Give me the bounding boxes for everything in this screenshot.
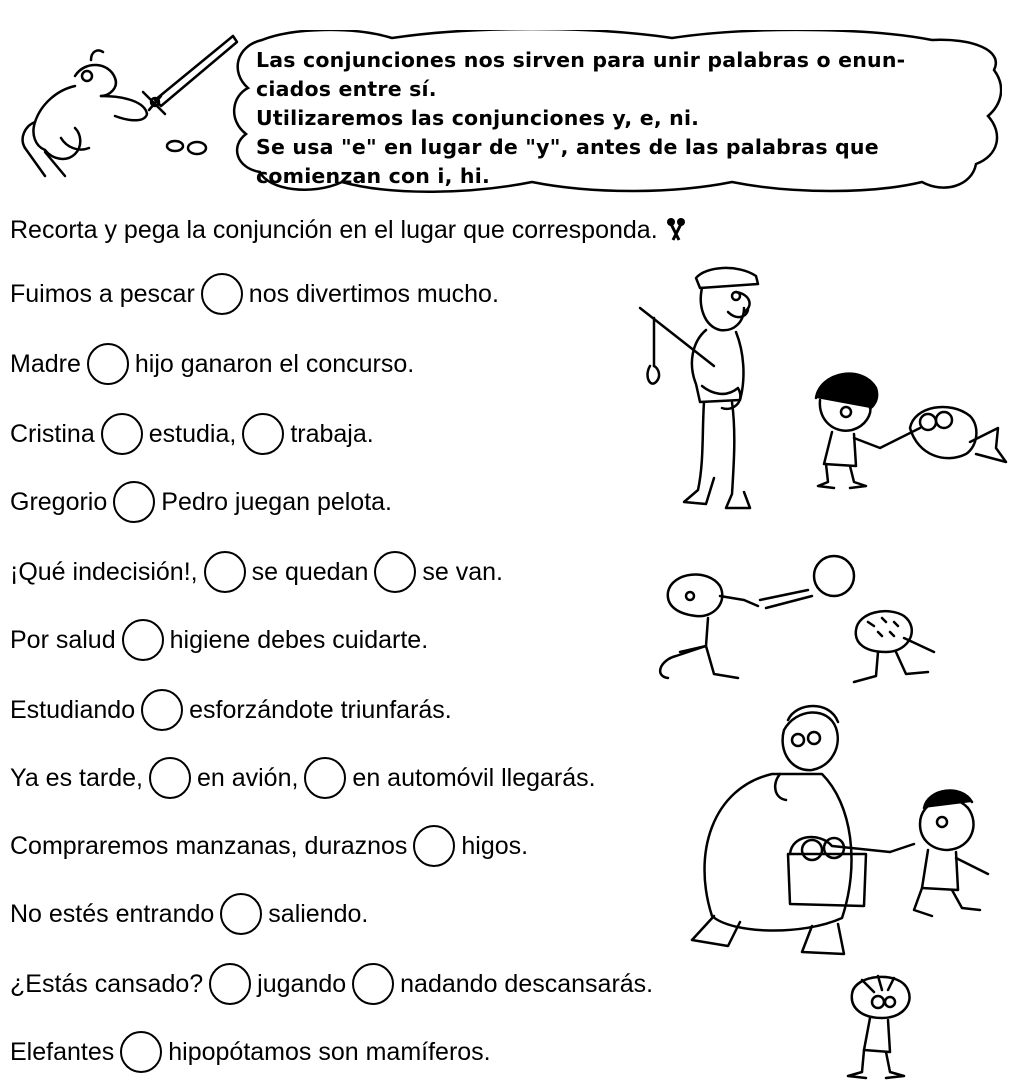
sentence-text: Por salud <box>10 625 116 654</box>
sentence-text: nos divertimos mucho. <box>248 279 499 308</box>
fisherman-icon <box>640 262 770 512</box>
answer-circle[interactable] <box>374 551 416 593</box>
sentence-row <box>10 272 499 316</box>
answer-circle[interactable] <box>122 619 164 661</box>
answer-circle[interactable] <box>204 551 246 593</box>
answer-circle[interactable] <box>201 273 243 315</box>
children-ball-icon <box>648 556 948 692</box>
knight-icon <box>5 30 225 180</box>
sentence-text: esforzándote triunfarás. <box>189 695 452 724</box>
sentence-text: Compraremos manzanas, duraznos <box>10 831 408 860</box>
sentence-row <box>10 756 596 800</box>
sentence-text: Ya es tarde, <box>10 763 143 792</box>
small-kid-icon <box>842 972 922 1082</box>
speech-bubble-text <box>256 46 996 191</box>
answer-circle[interactable] <box>149 757 191 799</box>
sentence-row <box>10 824 528 868</box>
instruction <box>10 216 687 245</box>
sentence-text: Elefantes <box>10 1037 115 1066</box>
bubble-line: Las conjunciones nos sirven para unir palabras o enun- <box>256 48 906 72</box>
sentence-row <box>10 412 374 456</box>
bubble-line: ciados entre sí. <box>256 77 437 101</box>
sentence-text: en automóvil llegarás. <box>352 763 596 792</box>
boy-with-fish-icon <box>810 368 1010 496</box>
answer-circle[interactable] <box>304 757 346 799</box>
answer-circle[interactable] <box>220 893 262 935</box>
sentence-text: se quedan <box>251 557 369 586</box>
sentence-text: nadando descansarás. <box>400 969 654 998</box>
sentence-text: ¡Qué indecisión!, <box>10 557 198 586</box>
answer-circle[interactable] <box>242 413 284 455</box>
sentence-row <box>10 342 414 386</box>
answer-circle[interactable] <box>413 825 455 867</box>
sentence-row <box>10 1030 491 1074</box>
answer-circle[interactable] <box>101 413 143 455</box>
sentence-row <box>10 618 428 662</box>
sentence-text: higos. <box>461 831 529 860</box>
sentence-row <box>10 688 452 732</box>
sentence-text: Cristina <box>10 419 95 448</box>
sentence-text: Madre <box>10 349 81 378</box>
sentence-text: hipopótamos son mamíferos. <box>168 1037 491 1066</box>
sentence-text: estudia, <box>148 419 237 448</box>
sentence-row <box>10 550 503 594</box>
answer-circle[interactable] <box>141 689 183 731</box>
sentence-text: hijo ganaron el concurso. <box>134 349 415 378</box>
sentence-text: en avión, <box>196 763 299 792</box>
sentence-row <box>10 480 392 524</box>
sentence-text: Gregorio <box>10 487 108 516</box>
scissors-icon <box>665 216 687 242</box>
bubble-line: Se usa "e" en lugar de "y", antes de las palabras que <box>256 135 879 159</box>
sentence-text: No estés entrando <box>10 899 215 928</box>
sentence-text: saliendo. <box>268 899 369 928</box>
bubble-line: comienzan con i, hi. <box>256 164 490 188</box>
answer-circle[interactable] <box>209 963 251 1005</box>
sentence-text: se van. <box>422 557 503 586</box>
sentence-text: trabaja. <box>290 419 374 448</box>
sentence-text: ¿Estás cansado? <box>10 969 204 998</box>
bubble-line: Utilizaremos las conjunciones y, e, ni. <box>256 106 700 130</box>
sentence-row <box>10 962 653 1006</box>
answer-circle[interactable] <box>87 343 129 385</box>
mother-child-icon <box>652 704 1008 966</box>
sentence-text: Fuimos a pescar <box>10 279 195 308</box>
answer-circle[interactable] <box>352 963 394 1005</box>
answer-circle[interactable] <box>113 481 155 523</box>
sentence-text: jugando <box>257 969 347 998</box>
sentence-text: Pedro juegan pelota. <box>161 487 393 516</box>
answer-circle[interactable] <box>120 1031 162 1073</box>
sentence-text: Estudiando <box>10 695 136 724</box>
instruction-text: Recorta y pega la conjunción en el lugar que corresponda. <box>10 216 658 244</box>
sentence-row <box>10 892 368 936</box>
sentence-text: higiene debes cuidarte. <box>169 625 429 654</box>
